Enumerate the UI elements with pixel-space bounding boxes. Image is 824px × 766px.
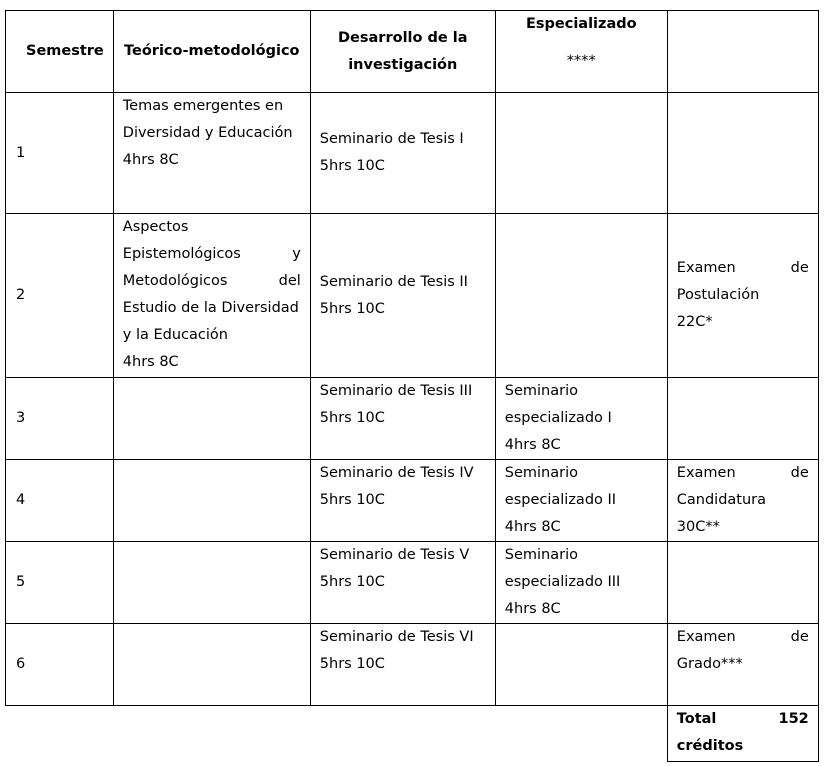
desarrollo-line: 5hrs 10C (319, 574, 385, 590)
extra-line: 30C** (676, 519, 720, 535)
total-value: 152 (778, 711, 809, 727)
teorico-line: Diversidad y Educación (122, 125, 293, 141)
header-especializado-note: **** (566, 53, 596, 69)
header-row (6, 11, 819, 93)
semestre-cell: 2 (6, 214, 114, 378)
especializado-cell (495, 460, 667, 542)
desarrollo-line: Seminario de Tesis II (319, 273, 468, 290)
teorico-cell (113, 93, 310, 214)
total-spacer (6, 706, 668, 762)
total-cell (667, 706, 818, 762)
total-label: Total (676, 711, 717, 727)
especializado-line: Seminario (504, 383, 578, 399)
extra-cell (667, 93, 818, 214)
extra-cell (667, 624, 818, 706)
desarrollo-cell (310, 542, 495, 624)
desarrollo-cell (310, 378, 495, 460)
total-row (6, 706, 819, 762)
semestre-cell: 1 (6, 93, 114, 214)
header-especializado (495, 11, 667, 93)
teorico-cell (113, 460, 310, 542)
extra-line: Grado*** (676, 656, 743, 672)
especializado-cell (495, 542, 667, 624)
desarrollo-cell (310, 460, 495, 542)
desarrollo-line: 5hrs 10C (319, 492, 385, 508)
especializado-line: 4hrs 8C (504, 437, 561, 453)
teorico-line: Epistemológicos y (122, 246, 301, 262)
desarrollo-line: Seminario de Tesis III (319, 383, 473, 399)
teorico-line: 4hrs 8C (122, 152, 179, 168)
semestre-cell: 4 (6, 460, 114, 542)
teorico-cell (113, 378, 310, 460)
desarrollo-line: Seminario de Tesis I (319, 131, 464, 147)
especializado-line: especializado I (504, 410, 612, 426)
desarrollo-line: Seminario de Tesis VI (319, 629, 474, 645)
table-row (6, 542, 819, 624)
table-row (6, 460, 819, 542)
especializado-line: especializado II (504, 492, 617, 508)
extra-line: Postulación (676, 287, 760, 303)
desarrollo-line: 5hrs 10C (319, 158, 385, 174)
especializado-line: 4hrs 8C (504, 519, 561, 535)
especializado-line: especializado III (504, 574, 621, 590)
semestre-cell: 6 (6, 624, 114, 706)
header-semestre: Semestre (6, 11, 114, 93)
curriculum-table (5, 10, 819, 762)
teorico-cell (113, 542, 310, 624)
desarrollo-line: Seminario de Tesis IV (319, 465, 474, 481)
especializado-cell (495, 624, 667, 706)
especializado-cell (495, 214, 667, 378)
table-row (6, 624, 819, 706)
extra-line: 22C* (676, 314, 713, 330)
especializado-cell (495, 93, 667, 214)
header-extra (667, 11, 818, 93)
teorico-line: Aspectos (122, 219, 189, 235)
extra-line: Candidatura (676, 492, 767, 508)
extra-cell (667, 542, 818, 624)
teorico-line: Estudio de la Diversidad (122, 300, 299, 316)
especializado-line: Seminario (504, 547, 578, 563)
desarrollo-line: 5hrs 10C (319, 300, 385, 317)
desarrollo-line: 5hrs 10C (319, 410, 385, 426)
header-desarrollo: Desarrollo de la investigación (310, 11, 495, 93)
extra-line: Examen de (676, 260, 809, 276)
extra-line: Examen de (676, 629, 809, 645)
desarrollo-cell (310, 624, 495, 706)
desarrollo-line: 5hrs 10C (319, 656, 385, 672)
especializado-line: Seminario (504, 465, 578, 481)
total-label-2: créditos (676, 738, 744, 754)
header-teorico: Teórico-metodológico (113, 11, 310, 93)
header-especializado-label: Especializado (525, 16, 637, 32)
desarrollo-cell (310, 93, 495, 214)
desarrollo-cell (310, 214, 495, 378)
especializado-cell (495, 378, 667, 460)
table-row (6, 93, 819, 214)
extra-cell (667, 378, 818, 460)
table-row (6, 378, 819, 460)
teorico-line: 4hrs 8C (122, 354, 179, 370)
total-line (677, 706, 809, 733)
extra-cell (667, 214, 818, 378)
teorico-cell (113, 214, 310, 378)
teorico-line: y la Educación (122, 327, 228, 343)
teorico-cell (113, 624, 310, 706)
teorico-line: Metodológicos del (122, 273, 301, 289)
semestre-cell: 5 (6, 542, 114, 624)
semestre-cell: 3 (6, 378, 114, 460)
extra-cell (667, 460, 818, 542)
extra-line: Examen de (676, 465, 809, 481)
especializado-line: 4hrs 8C (504, 601, 561, 617)
table-row (6, 214, 819, 378)
desarrollo-line: Seminario de Tesis V (319, 547, 470, 563)
teorico-line: Temas emergentes en (122, 98, 284, 114)
